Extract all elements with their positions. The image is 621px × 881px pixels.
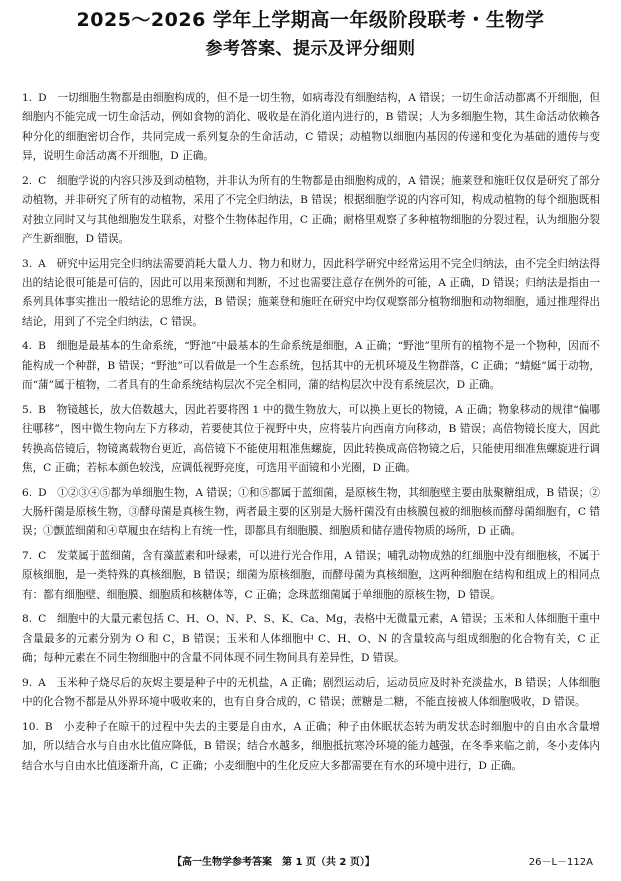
answer-text: D ①②③④⑤都为单细胞生物，A 错误；①和⑤都属于蓝细菌，是原核生物，其细胞壁主要由肽聚糖组成，B 错误；②大肠杆菌是原核生物，③酵母菌是真核生物，两者最主要的区别是大肠杆菌没有由核膜包被的细胞核而酵母菌细胞有，C 错误；①颤蓝细菌和④草履虫在结构上有统一性，即都具有细胞膜、细胞质和储存遗传物质的场所，D 正确。 (22, 486, 600, 538)
answer-item-7 (22, 547, 600, 605)
answer-text: C 细胞学说的内容只涉及到动植物，并非认为所有的生物都是由细胞构成的，A 错误；施莱登和施旺仅仅是研究了部分动植物，并非研究了所有的动植物，采用了不完全归纳法，B 错误；根据细胞学说的内容可知，构成动植物的每个细胞既相对独立同时又与其他细胞发生联系，对整个生物体起作用，C 正确；耐格里观察了多种植物细胞的分裂过程，认为细胞分裂产生新细胞，D 错误。 (22, 174, 600, 246)
answer-number: 6. (22, 486, 33, 499)
answer-number: 9. (22, 676, 33, 689)
answer-number: 8. (22, 613, 33, 626)
answer-text: D 一切细胞生物都是由细胞构成的，但不是一切生物，如病毒没有细胞结构，A 错误；一切生命活动都离不开细胞，但细胞内不能完成一切生命活动，例如食物的消化、吸收是在消化道内进行的，B 错误；人为多细胞生物，其生命活动依赖各种分化的细胞密切合作，共同完成一系列复杂的生命活动，C 错误；动植物以细胞内基因的传递和变化为基础的遗传与变异，说明生命活动离不开细胞，D 正确。 (22, 92, 600, 163)
answer-text: A 玉米种子烧尽后的灰烬主要是种子中的无机盐，A 正确；剧烈运动后，运动员应及时补充淡盐水，B 错误；人体细胞中的化合物不都是从外界环境中吸收来的，也有自身合成的，C 错误；蔗糖是二糖，不能直接被人体细胞吸收，D 错误。 (22, 676, 600, 709)
answer-text: B 细胞是最基本的生命系统，“野池”中最基本的生命系统是细胞，A 正确；“野池”里所有的植物不是一个物种，因而不能构成一个种群，B 错误；“野池”可以看做是一个生态系统，包括其中的无机环境及生物群落，C 正确；“蜻蜓”属于动物，而“蒲”属于植物，二者具有的生命系统结构层次不完全相同，蒲的结构层次中没有系统层次，D 正确。 (22, 340, 600, 392)
answer-item-1 (22, 89, 600, 167)
answer-number: 1. (22, 92, 33, 104)
footer-doc-code: 26－L－112A (528, 857, 593, 868)
answer-item-5 (22, 401, 600, 479)
answer-number: 5. (22, 403, 33, 416)
footer-page-info: 【高一生物学参考答案 第 1 页（共 2 页）】 (172, 857, 375, 868)
answer-item-4 (22, 337, 600, 395)
answer-number: 10. (22, 720, 39, 733)
answer-item-6 (22, 484, 600, 542)
answer-text: B 物镜越长，放大倍数越大，因此若要将图 1 中的微生物放大，可以换上更长的物镜，A 正确；物象移动的规律“偏哪往哪移”，图中微生物向左下方移动，若要使其位于视野中央，应将装片向西南方向移动，B 错误；高倍物镜长度大，因此转换高倍镜后，物镜离载物台更近，高倍镜下不能使用粗准焦螺旋，因此转换成高倍物镜之后，只能使用细准焦螺旋进行调焦，C 正确；若标本颜色较浅，应调低视野亮度，可选用平面镜和小光圈，D 正确。 (22, 403, 600, 475)
answer-text: B 小麦种子在晾干的过程中失去的主要是自由水，A 正确；种子由休眠状态转为萌发状态时细胞中的自由水含量增加，所以结合水与自由水比值应降低，B 错误；结合水越多，细胞抵抗寒冷环境的能力越强，在冬季来临之前，冬小麦体内结合水与自由水比值逐渐升高，C 正确；小麦细胞中的生化反应大多都需要在有水的环境中进行，D 正确。 (22, 720, 600, 772)
answer-text: A 研究中运用完全归纳法需要消耗大量人力、物力和财力，因此科学研究中经常运用不完全归纳法，由不完全归纳法得出的结论很可能是可信的，因此可以用来预测和判断，不过也需要注意存在例外的可能，A 正确，D 错误；归纳法是指由一系列具体事实推出一般结论的思维方法，B 错误；施莱登和施旺在研究中均仅观察部分植物细胞和动物细胞，通过推理得出结论，用到了不完全归纳法，C 错误。 (22, 257, 600, 328)
answer-item-2 (22, 172, 600, 250)
answer-text: C 发菜属于蓝细菌，含有藻蓝素和叶绿素，可以进行光合作用，A 错误；哺乳动物成熟的红细胞中没有细胞核，不属于原核细胞，是一类特殊的真核细胞，B 错误；细菌为原核细胞，而酵母菌为真核细胞，这两种细胞在结构和组成上的相同点有：都有细胞壁、细胞膜、细胞质和核糖体等，C 正确；念珠蓝细菌属于单细胞的原核生物，D 错误。 (22, 550, 600, 601)
page-subtitle: 参考答案、提示及评分细则 (205, 39, 416, 59)
answer-number: 4. (22, 340, 33, 353)
answer-text: C 细胞中的大量元素包括 C、H、O、N、P、S、K、Ca、Mg，表格中无微量元素，A 错误；玉米和人体细胞干重中含量最多的元素分别为 O 和 C，B 错误；玉米和人体细胞中 C、H、O、N 的含量较高与组成细胞的化合物有关，C 正确；每种元素在不同生物细胞中的含量不同体现不同生物间具有差异性，D 错误。 (22, 613, 600, 665)
answer-item-9 (22, 674, 600, 713)
answer-item-8 (22, 610, 600, 668)
answer-number: 7. (22, 550, 33, 563)
answer-number: 3. (22, 257, 33, 270)
answer-item-10 (22, 718, 600, 776)
answer-list (22, 89, 600, 781)
answer-item-3 (22, 255, 600, 333)
page-title: 2025～2026 学年上学期高一年级阶段联考・生物学 (76, 9, 545, 31)
answer-number: 2. (22, 174, 33, 187)
